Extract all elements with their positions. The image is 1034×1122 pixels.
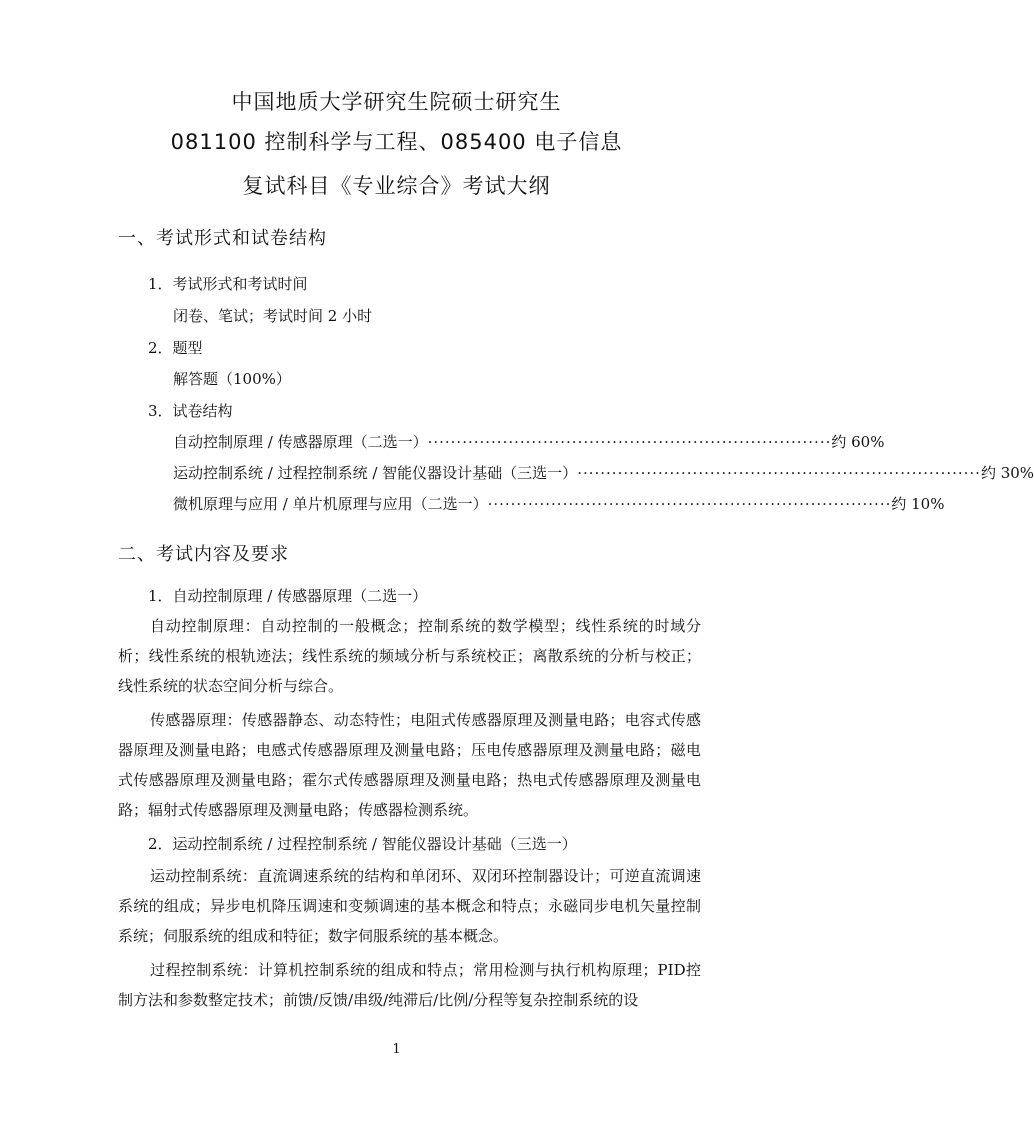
structure-row-percent: 约 30% — [980, 464, 1034, 482]
title-line-3: 复试科目《专业综合》考试大纲 — [242, 174, 551, 198]
structure-row-leader: ······································································ — [487, 495, 892, 513]
structure-row-percent: 约 60% — [831, 433, 885, 451]
paragraph-auto-control: 自动控制原理：自动控制的一般概念；控制系统的数学模型；线性系统的时域分析；线性系统的根轨迹法；线性系统的频域分析与系统校正；离散系统的分析与校正；线性系统的状态空间分析与综合。 — [118, 617, 701, 695]
structure-row-percent: 约 10% — [891, 495, 945, 513]
title-line-2: 081100 控制科学与工程、085400 电子信息 — [170, 130, 623, 154]
page-number: 1 — [392, 1042, 401, 1057]
item-motion-process-label: 2．运动控制系统 / 过程控制系统 / 智能仪器设计基础（三选一） — [148, 835, 577, 853]
structure-row-name: 自动控制原理 / 传感器原理（二选一） — [173, 433, 428, 451]
structure-row — [173, 493, 945, 513]
structure-row-name: 微机原理与应用 / 单片机原理与应用（二选一） — [173, 495, 488, 513]
item-auto-sensor-label: 1．自动控制原理 / 传感器原理（二选一） — [148, 587, 428, 605]
paragraph-process-control: 过程控制系统：计算机控制系统的组成和特点；常用检测与执行机构原理；PID控制方法和参数整定技术；前馈/反馈/串级/纯滞后/比例/分程等复杂控制系统的设 — [118, 961, 701, 1009]
structure-row-leader: ······································································ — [577, 464, 981, 482]
item-paper-structure-label: 3．试卷结构 — [148, 402, 233, 420]
structure-row-name: 运动控制系统 / 过程控制系统 / 智能仪器设计基础（三选一） — [173, 464, 578, 482]
paragraph-motion-control: 运动控制系统：直流调速系统的结构和单闭环、双闭环控制器设计；可逆直流调速系统的组成；异步电机降压调速和变频调速的基本概念和特点；永磁同步电机矢量控制系统；伺服系统的组成和特征；数字伺服系统的基本概念。 — [118, 867, 701, 945]
section-1-heading: 一、考试形式和试卷结构 — [118, 228, 327, 249]
structure-row — [173, 462, 1034, 482]
section-2-heading: 二、考试内容及要求 — [118, 544, 289, 565]
item-question-type-label: 2．题型 — [148, 339, 203, 357]
item-exam-format-label: 1．考试形式和考试时间 — [148, 275, 308, 293]
paragraph-sensor: 传感器原理：传感器静态、动态特性；电阻式传感器原理及测量电路；电容式传感器原理及测量电路；电感式传感器原理及测量电路；压电传感器原理及测量电路；磁电式传感器原理及测量电路；霍尔式传感器原理及测量电路；热电式传感器原理及测量电路；辐射式传感器原理及测量电路；传感器检测系统。 — [118, 711, 701, 819]
structure-row — [173, 431, 885, 451]
item-question-type-text: 解答题（100%） — [173, 370, 291, 388]
structure-row-leader: ······································································ — [427, 433, 832, 451]
item-exam-format-text: 闭卷、笔试；考试时间 2 小时 — [173, 307, 373, 325]
title-line-1: 中国地质大学研究生院硕士研究生 — [231, 90, 562, 114]
